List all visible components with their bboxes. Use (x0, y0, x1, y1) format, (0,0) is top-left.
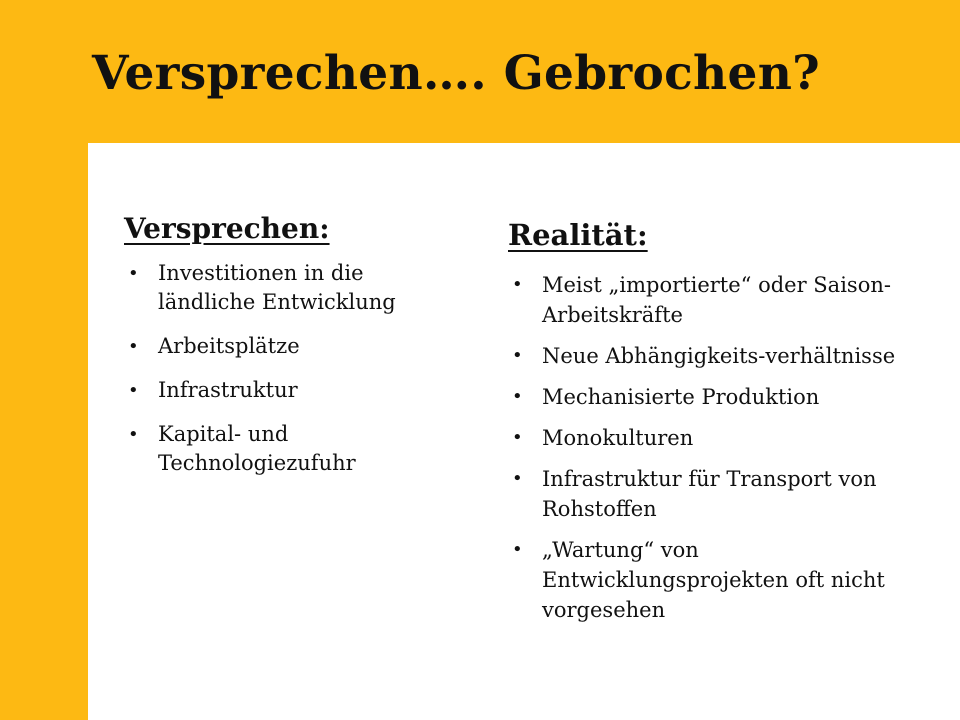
list-item: • Mechanisierte Produktion (508, 382, 938, 412)
list-item: • Monokulturen (508, 423, 938, 453)
list-item: • Infrastruktur für Transport von Rohstoffen (508, 464, 938, 524)
list-item: • Neue Abhängigkeits-verhältnisse (508, 341, 938, 371)
reality-list (508, 270, 938, 625)
reality-column (508, 218, 938, 636)
list-item: • „Wartung“ von Entwicklungsprojekten oft nicht vorgesehen (508, 535, 938, 625)
list-item: • Infrastruktur (124, 376, 464, 405)
list-item: • Meist „importierte“ oder Saison-Arbeitskräfte (508, 270, 938, 330)
promises-list (124, 259, 464, 478)
reality-heading: Realität: (508, 218, 648, 252)
list-item: • Investitionen in die ländliche Entwicklung (124, 259, 464, 317)
list-item: • Arbeitsplätze (124, 332, 464, 361)
slide-title: Versprechen…. Gebrochen? (92, 46, 821, 101)
list-item: • Kapital- und Technologiezufuhr (124, 420, 464, 478)
promises-heading: Versprechen: (124, 212, 330, 245)
left-accent-band (0, 0, 88, 720)
promises-column (124, 212, 464, 493)
